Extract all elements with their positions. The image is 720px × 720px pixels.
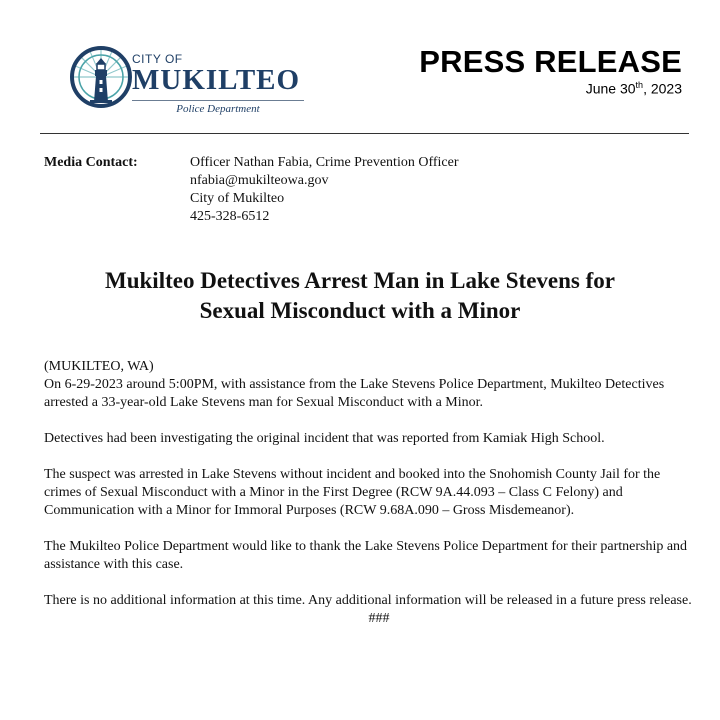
release-date-suffix: th <box>635 80 644 90</box>
logo-city-of: CITY OF <box>132 52 183 66</box>
logo-divider <box>132 100 304 101</box>
logo-department: Police Department <box>176 103 260 115</box>
headline-line-2: Sexual Misconduct with a Minor <box>199 298 521 323</box>
body-paragraph: On 6-29-2023 around 5:00PM, with assistance from the Lake Stevens Police Department, Mukilteo Detectives arrested a 33-year-old Lake Stevens man for Sexual Misconduct with a Minor. <box>44 377 665 410</box>
body-paragraph: The Mukilteo Police Department would like to thank the Lake Stevens Police Department for their partnership and assistance with this case. <box>44 539 688 572</box>
body-paragraph: The suspect was arrested in Lake Stevens without incident and booked into the Snohomish County Jail for the crimes of Sexual Misconduct with a Minor in the First Degree (RCW 9A.44.093 – Class C Felony) and Communication with a Minor for Immoral Purposes (RCW 9.68A.090 – Gross Misdemeanor). <box>44 467 661 518</box>
media-contact-label: Media Contact: <box>44 155 138 170</box>
press-release-body <box>44 358 692 628</box>
body-paragraph: There is no additional information at this time. Any additional information will be released in a future press release. <box>44 593 692 608</box>
headline <box>30 266 690 326</box>
city-logo <box>70 42 310 122</box>
press-release-title: PRESS RELEASE <box>419 44 682 79</box>
lighthouse-logo-icon <box>70 46 132 108</box>
release-date-year: , 2023 <box>643 80 682 97</box>
contact-name-line: Officer Nathan Fabia, Crime Prevention Officer <box>190 155 459 170</box>
contact-org-line: City of Mukilteo <box>190 191 285 206</box>
release-date <box>586 80 682 97</box>
release-date-month-day: June 30 <box>585 80 636 97</box>
media-contact-details <box>190 154 459 226</box>
header-divider <box>40 133 689 134</box>
dateline: (MUKILTEO, WA) <box>44 359 154 374</box>
contact-email-line: nfabia@mukilteowa.gov <box>190 173 329 188</box>
contact-phone-line: 425-328-6512 <box>190 209 270 224</box>
headline-line-1: Mukilteo Detectives Arrest Man in Lake Stevens for <box>105 268 615 293</box>
logo-city-name: MUKILTEO <box>132 64 301 96</box>
body-paragraph: Detectives had been investigating the original incident that was reported from Kamiak High School. <box>44 431 605 446</box>
end-mark: ### <box>368 611 390 626</box>
